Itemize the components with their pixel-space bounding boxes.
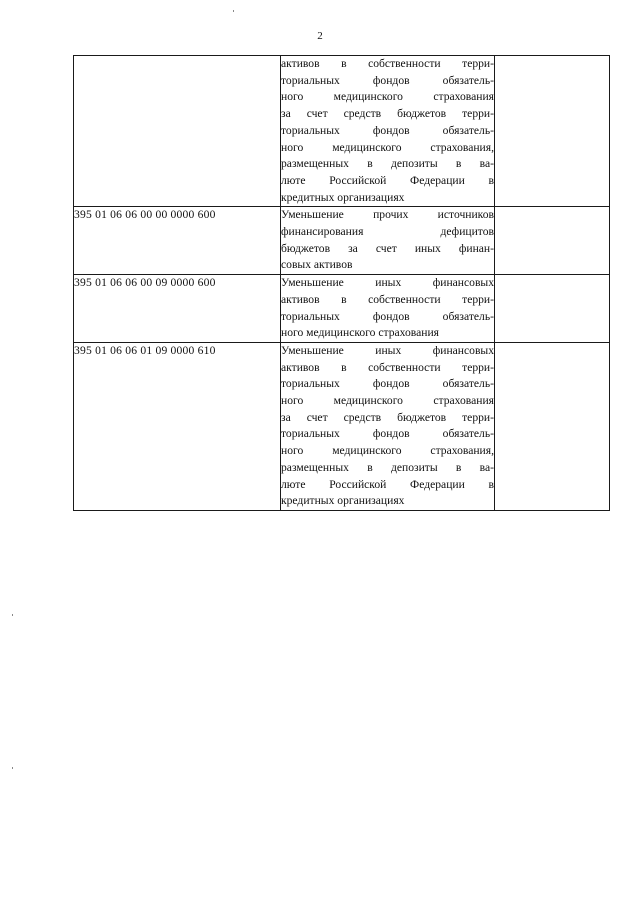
description-line: ториальных фондов обязатель- — [281, 73, 494, 87]
description-line: ториальных фондов обязатель- — [281, 123, 494, 137]
table-row — [74, 342, 610, 510]
description-line: ного медицинского страхования, — [281, 140, 494, 154]
description-line: Уменьшение иных финансовых — [281, 276, 494, 290]
budget-code-cell: 395 01 06 06 00 09 0000 600 — [74, 275, 281, 343]
description-line: ториальных фондов обязатель- — [281, 427, 494, 441]
description-cell — [281, 56, 495, 207]
budget-code-cell — [74, 56, 281, 207]
description-line: размещенных в депозиты в ва- — [281, 460, 494, 474]
table-row — [74, 207, 610, 275]
description-line: активов в собственности терри- — [281, 292, 494, 306]
amount-cell — [495, 56, 610, 207]
page-number: 2 — [317, 30, 323, 42]
description-line: за счет средств бюджетов терри- — [281, 410, 494, 424]
table-row — [74, 275, 610, 343]
description-line: активов в собственности терри- — [281, 360, 494, 374]
scan-mark — [233, 10, 234, 12]
description-cell — [281, 207, 495, 275]
description-line: совых активов — [281, 258, 353, 272]
budget-code-cell: 395 01 06 06 01 09 0000 610 — [74, 342, 281, 510]
amount-cell — [495, 342, 610, 510]
description-line: размещенных в депозиты в ва- — [281, 157, 494, 171]
description-line: люте Российской Федерации в — [281, 173, 494, 187]
table-row — [74, 56, 610, 207]
budget-code-cell: 395 01 06 06 00 00 0000 600 — [74, 207, 281, 275]
description-line: ного медицинского страхования — [281, 394, 494, 408]
amount-cell — [495, 207, 610, 275]
description-line: за счет средств бюджетов терри- — [281, 107, 494, 121]
description-line: Уменьшение прочих источников — [281, 208, 494, 222]
description-line: ториальных фондов обязатель- — [281, 377, 494, 391]
description-line: ториальных фондов обязатель- — [281, 309, 494, 323]
description-cell — [281, 275, 495, 343]
scan-mark — [12, 767, 13, 769]
description-cell — [281, 342, 495, 510]
description-line: ного медицинского страхования — [281, 90, 494, 104]
description-line: Уменьшение иных финансовых — [281, 343, 494, 357]
description-line: ного медицинского страхования, — [281, 444, 494, 458]
description-line: активов в собственности терри- — [281, 57, 494, 70]
amount-cell — [495, 275, 610, 343]
scan-mark — [12, 614, 13, 616]
description-line: люте Российской Федерации в — [281, 477, 494, 491]
description-line: кредитных организациях — [281, 494, 405, 508]
description-line: финансирования дефицитов — [281, 225, 494, 239]
description-line: ного медицинского страхования — [281, 326, 440, 340]
description-line: кредитных организациях — [281, 190, 405, 204]
description-line: бюджетов за счет иных финан- — [281, 241, 494, 255]
sources-table — [73, 55, 610, 511]
